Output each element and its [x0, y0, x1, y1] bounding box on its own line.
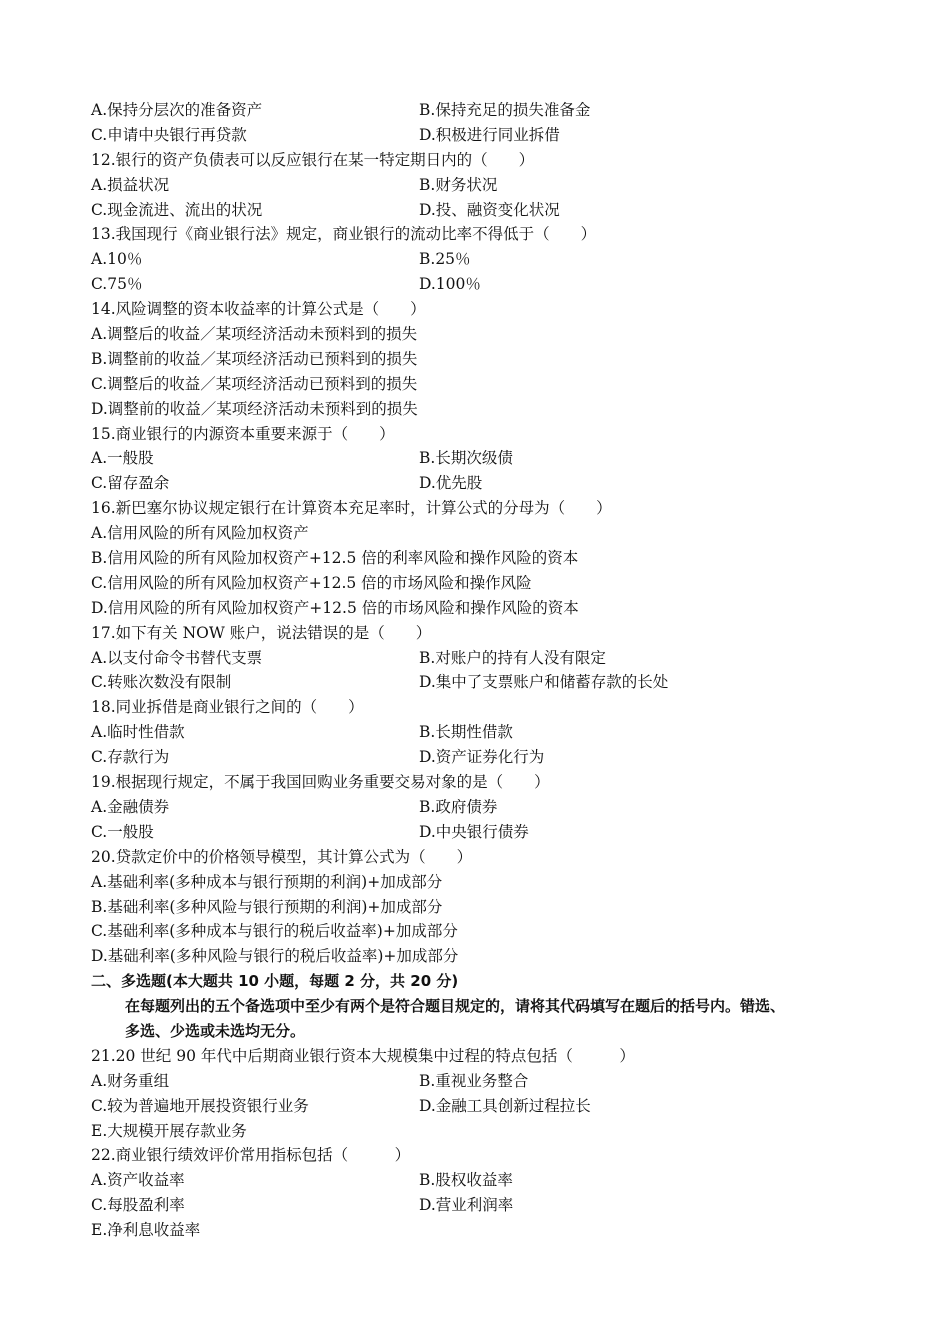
option-a: A.以支付命令书替代支票	[91, 648, 263, 667]
option-row	[91, 1193, 891, 1218]
question-22	[91, 1143, 891, 1168]
option-row	[91, 646, 891, 671]
question-15	[91, 422, 891, 447]
option-d: D.100％	[419, 275, 481, 294]
exam-content	[91, 98, 891, 1243]
section-title: 二、多选题(本大题共 10 小题，每题 2 分，共 20 分)	[91, 972, 459, 991]
option-line	[91, 571, 891, 596]
question-text: 13.我国现行《商业银行法》规定，商业银行的流动比率不得低于（ ）	[91, 225, 597, 244]
question-text: 16.新巴塞尔协议规定银行在计算资本充足率时，计算公式的分母为（ ）	[91, 499, 612, 518]
section-heading	[91, 969, 891, 994]
option-c: C.基础利率(多种成本与银行的税后收益率)+加成部分	[91, 922, 458, 941]
option-row	[91, 446, 891, 471]
option-row	[91, 820, 891, 845]
option-row	[91, 1094, 891, 1119]
option-line	[91, 596, 891, 621]
option-b: B.政府债券	[419, 797, 498, 816]
option-line	[91, 397, 891, 422]
option-row	[91, 471, 891, 496]
option-row	[91, 247, 891, 272]
option-a: A.损益状况	[91, 175, 170, 194]
option-c: C.每股盈利率	[91, 1196, 185, 1215]
option-d: D.调整前的收益／某项经济活动未预料到的损失	[91, 399, 418, 418]
option-row	[91, 173, 891, 198]
option-line	[91, 347, 891, 372]
option-row	[91, 670, 891, 695]
question-14	[91, 297, 891, 322]
option-row	[91, 272, 891, 297]
option-line	[91, 919, 891, 944]
option-line	[91, 1218, 891, 1243]
option-d: D.投、融资变化状况	[419, 200, 560, 219]
option-b: B.长期性借款	[419, 723, 513, 742]
question-17	[91, 621, 891, 646]
option-c: C.75％	[91, 275, 143, 294]
question-21	[91, 1044, 891, 1069]
option-line	[91, 870, 891, 895]
option-a: A.10％	[91, 250, 143, 269]
option-a: A.资产收益率	[91, 1171, 185, 1190]
option-line	[91, 546, 891, 571]
option-d: D.金融工具创新过程拉长	[419, 1096, 591, 1115]
option-d: D.营业利润率	[419, 1196, 514, 1215]
question-text: 14.风险调整的资本收益率的计算公式是（ ）	[91, 300, 426, 319]
option-row	[91, 98, 891, 123]
option-b: B.保持充足的损失准备金	[419, 101, 591, 119]
option-row	[91, 745, 891, 770]
question-text: 15.商业银行的内源资本重要来源于（ ）	[91, 424, 395, 443]
option-e: E.大规模开展存款业务	[91, 1121, 247, 1140]
option-d: D.积极进行同业拆借	[419, 125, 560, 144]
option-b: B.长期次级债	[419, 449, 513, 468]
question-13	[91, 222, 891, 247]
option-a: A.保持分层次的准备资产	[91, 101, 263, 119]
option-row	[91, 795, 891, 820]
option-c: C.存款行为	[91, 748, 170, 767]
option-c: C.一般股	[91, 822, 154, 841]
question-text: 12.银行的资产负债表可以反应银行在某一特定期日内的（ ）	[91, 150, 535, 169]
option-d: D.集中了支票账户和储蓄存款的长处	[419, 673, 669, 692]
option-c: C.较为普遍地开展投资银行业务	[91, 1096, 309, 1115]
option-a: A.金融债券	[91, 797, 170, 816]
question-text: 22.商业银行绩效评价常用指标包括（ ）	[91, 1146, 411, 1165]
option-c: C.调整后的收益／某项经济活动已预料到的损失	[91, 374, 418, 393]
instruction-line-1: 在每题列出的五个备选项中至少有两个是符合题目规定的，请将其代码填写在题后的括号内。错选、	[125, 997, 786, 1016]
option-c: C.留存盈余	[91, 474, 170, 493]
question-text: 21.20 世纪 90 年代中后期商业银行资本大规模集中过程的特点包括（ ）	[91, 1046, 635, 1065]
option-a: A.基础利率(多种成本与银行预期的利润)+加成部分	[91, 872, 443, 891]
section-instructions	[91, 1019, 891, 1044]
option-row	[91, 1069, 891, 1094]
option-line	[91, 895, 891, 920]
option-a: A.财务重组	[91, 1071, 170, 1090]
option-d: D.信用风险的所有风险加权资产+12.5 倍的市场风险和操作风险的资本	[91, 598, 579, 617]
option-c: C.现金流进、流出的状况	[91, 200, 263, 219]
option-c: C.申请中央银行再贷款	[91, 125, 247, 144]
option-c: C.转账次数没有限制	[91, 673, 232, 692]
option-b: B.25％	[419, 250, 471, 269]
option-line	[91, 944, 891, 969]
option-c: C.信用风险的所有风险加权资产+12.5 倍的市场风险和操作风险	[91, 573, 532, 592]
question-text: 18.同业拆借是商业银行之间的（ ）	[91, 698, 364, 717]
question-12	[91, 148, 891, 173]
option-b: B.重视业务整合	[419, 1071, 529, 1090]
question-text: 20.贷款定价中的价格领导模型，其计算公式为（ ）	[91, 847, 473, 866]
option-b: B.基础利率(多种风险与银行预期的利润)+加成部分	[91, 897, 443, 916]
question-text: 19.根据现行规定，不属于我国回购业务重要交易对象的是（ ）	[91, 773, 550, 792]
option-row	[91, 720, 891, 745]
option-b: B.股权收益率	[419, 1171, 513, 1190]
option-d: D.基础利率(多种风险与银行的税后收益率)+加成部分	[91, 947, 459, 966]
option-line	[91, 372, 891, 397]
option-row	[91, 123, 891, 148]
option-a: A.信用风险的所有风险加权资产	[91, 524, 309, 543]
option-d: D.优先股	[419, 474, 483, 493]
option-e: E.净利息收益率	[91, 1221, 201, 1240]
option-line	[91, 521, 891, 546]
option-a: A.临时性借款	[91, 723, 185, 742]
option-d: D.中央银行债券	[419, 822, 529, 841]
option-b: B.对账户的持有人没有限定	[419, 648, 606, 667]
option-a: A.一般股	[91, 449, 154, 468]
section-instructions	[91, 994, 891, 1019]
option-b: B.调整前的收益／某项经济活动已预料到的损失	[91, 349, 418, 368]
option-line	[91, 322, 891, 347]
question-16	[91, 496, 891, 521]
question-20	[91, 845, 891, 870]
option-b: B.信用风险的所有风险加权资产+12.5 倍的利率风险和操作风险的资本	[91, 549, 579, 568]
option-b: B.财务状况	[419, 175, 498, 194]
instruction-line-2: 多选、少选或未选均无分。	[125, 1021, 306, 1040]
option-row	[91, 1168, 891, 1193]
question-19	[91, 770, 891, 795]
option-line	[91, 1119, 891, 1144]
option-a: A.调整后的收益／某项经济活动未预料到的损失	[91, 325, 418, 344]
option-row	[91, 198, 891, 223]
question-18	[91, 695, 891, 720]
option-d: D.资产证券化行为	[419, 748, 545, 767]
question-text: 17.如下有关 NOW 账户，说法错误的是（ ）	[91, 623, 432, 642]
